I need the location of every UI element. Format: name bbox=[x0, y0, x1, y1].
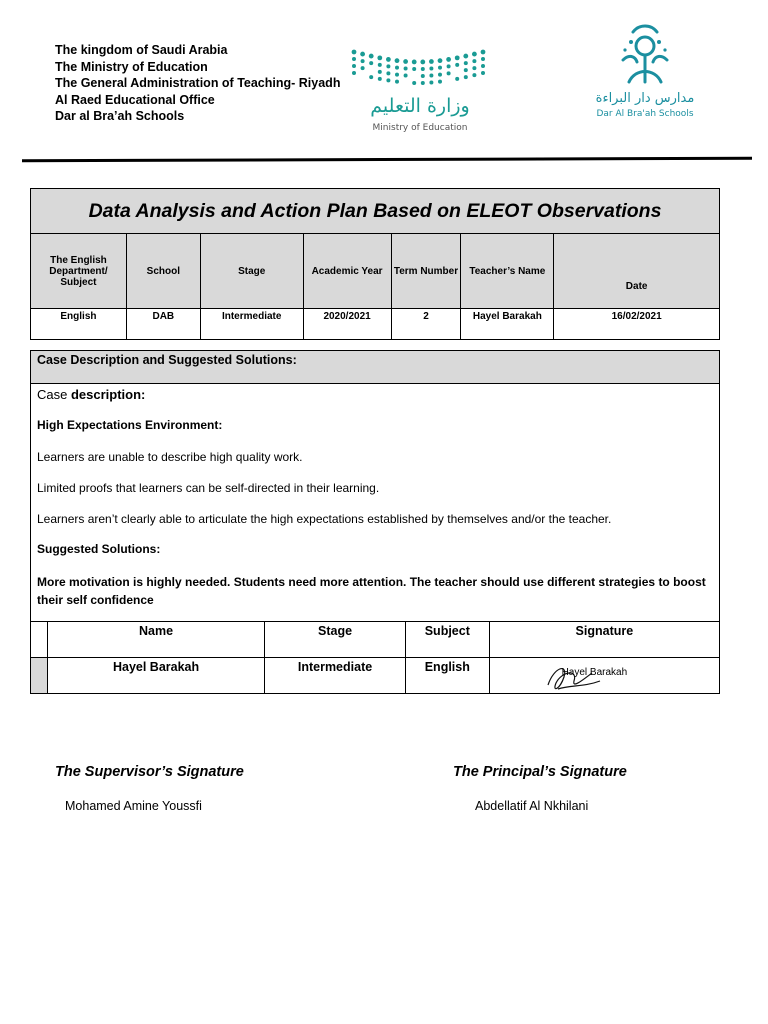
principal-signature-label: The Principal’s Signature bbox=[453, 764, 627, 780]
case-point: Learners are unable to describe high quality work. bbox=[37, 450, 303, 464]
sign-header-name: Name bbox=[47, 622, 264, 658]
logo-dot bbox=[429, 59, 434, 64]
row-gutter bbox=[31, 658, 48, 694]
sign-value-name: Hayel Barakah bbox=[47, 658, 264, 694]
logo-dot bbox=[412, 60, 417, 65]
header-divider bbox=[22, 157, 752, 163]
logo-dot bbox=[421, 74, 425, 78]
logo-dot bbox=[395, 73, 399, 77]
logo-dot bbox=[386, 57, 391, 62]
value-date: 16/02/2021 bbox=[554, 309, 720, 340]
logo-dot bbox=[378, 63, 382, 67]
logo-dot bbox=[420, 60, 425, 65]
logo-dot bbox=[378, 70, 382, 74]
case-description-label bbox=[37, 387, 713, 402]
header-line: The Ministry of Education bbox=[55, 59, 208, 74]
case-desc-word: description: bbox=[70, 387, 146, 402]
logo-dot bbox=[455, 77, 459, 81]
value-school: DAB bbox=[126, 309, 200, 340]
logo-dot bbox=[404, 67, 408, 71]
logo-dot bbox=[395, 80, 399, 84]
signature-table bbox=[30, 621, 720, 694]
logo-dot bbox=[447, 64, 451, 68]
logo-dot bbox=[472, 73, 476, 77]
school-logo-arabic: مدارس دار البراءة bbox=[595, 91, 695, 106]
logo-dot bbox=[438, 80, 442, 84]
value-subject: English bbox=[31, 309, 127, 340]
row-gutter bbox=[31, 622, 48, 658]
logo-dot bbox=[472, 59, 476, 63]
plan-title: Data Analysis and Action Plan Based on ELEOT Observations bbox=[31, 189, 720, 234]
value-term-number: 2 bbox=[391, 309, 461, 340]
logo-dot bbox=[412, 81, 416, 85]
header-subject: The English Department/ Subject bbox=[31, 234, 127, 309]
header-academic-year: Academic Year bbox=[303, 234, 391, 309]
logo-dot bbox=[403, 59, 408, 64]
header-address bbox=[55, 42, 340, 125]
supervisor-name: Mohamed Amine Youssfi bbox=[65, 799, 202, 813]
logo-dot bbox=[352, 57, 356, 61]
header-school: School bbox=[126, 234, 200, 309]
case-prefix: Case bbox=[37, 387, 71, 402]
logo-dot bbox=[378, 77, 382, 81]
header-stage: Stage bbox=[200, 234, 303, 309]
logo-dot bbox=[361, 59, 365, 63]
header-line: Al Raed Educational Office bbox=[55, 92, 215, 107]
header-teacher-name: Teacher’s Name bbox=[461, 234, 554, 309]
logo-dot bbox=[481, 71, 485, 75]
moe-logo-english: Ministry of Education bbox=[372, 123, 468, 133]
solutions-text: More motivation is highly needed. Students need more attention. The teacher should use different strategies to boost their self confidence bbox=[37, 575, 706, 607]
logo-dot bbox=[472, 52, 477, 57]
logo-dot bbox=[421, 81, 425, 85]
logo-dot bbox=[421, 67, 425, 71]
logo-dot bbox=[369, 61, 373, 65]
sign-value-signature bbox=[489, 658, 719, 694]
value-stage: Intermediate bbox=[200, 309, 303, 340]
logo-dot bbox=[360, 52, 365, 57]
logo-dot bbox=[404, 74, 408, 78]
header-line: The kingdom of Saudi Arabia bbox=[55, 43, 228, 57]
logo-dot bbox=[447, 71, 451, 75]
logo-dot bbox=[369, 75, 373, 79]
logo-dot bbox=[361, 66, 365, 70]
principal-name: Abdellatif Al Nkhilani bbox=[475, 799, 589, 813]
header-term-number: Term Number bbox=[391, 234, 461, 309]
logo-dot bbox=[463, 54, 468, 59]
logo-dot bbox=[481, 57, 485, 61]
logo-dot bbox=[386, 78, 390, 82]
logo-dot bbox=[446, 57, 451, 62]
logo-dot bbox=[472, 66, 476, 70]
case-description-box bbox=[30, 350, 720, 622]
logo-dot bbox=[412, 67, 416, 71]
logo-dot bbox=[464, 61, 468, 65]
value-teacher-name: Hayel Barakah bbox=[461, 309, 554, 340]
signature-name: Hayel Barakah bbox=[561, 667, 628, 678]
supervisor-signature-label: The Supervisor’s Signature bbox=[55, 764, 244, 780]
moe-logo-arabic: وزارة التعليم bbox=[370, 95, 470, 117]
header-date: Date bbox=[554, 234, 720, 309]
case-section-title: Case Description and Suggested Solutions: bbox=[31, 351, 719, 384]
logo-dot bbox=[386, 71, 390, 75]
logo-dot bbox=[455, 55, 460, 60]
logo-dot bbox=[429, 74, 433, 78]
logo-dot bbox=[438, 66, 442, 70]
sign-header-subject: Subject bbox=[405, 622, 489, 658]
logo-dot bbox=[352, 50, 357, 55]
logo-dot bbox=[386, 64, 390, 68]
solutions-heading: Suggested Solutions: bbox=[37, 542, 161, 556]
header-line: The General Administration of Teaching- Riyadh bbox=[55, 76, 341, 90]
logo-dot bbox=[438, 73, 442, 77]
logo-dot bbox=[395, 58, 400, 63]
value-academic-year: 2020/2021 bbox=[303, 309, 391, 340]
header-line: Dar al Bra’ah Schools bbox=[55, 109, 185, 123]
sign-value-subject: English bbox=[405, 658, 489, 694]
logo-dot bbox=[481, 50, 486, 55]
env-heading: High Expectations Environment: bbox=[37, 418, 223, 432]
sign-value-stage: Intermediate bbox=[265, 658, 406, 694]
logo-dot bbox=[352, 71, 356, 75]
logo-dot bbox=[481, 64, 485, 68]
logo-dot bbox=[464, 75, 468, 79]
logo-dot bbox=[464, 68, 468, 72]
dar-al-braah-schools-logo bbox=[585, 20, 705, 122]
school-logo-english: Dar Al Bra'ah Schools bbox=[596, 109, 694, 119]
sign-header-stage: Stage bbox=[265, 622, 406, 658]
case-point: Limited proofs that learners can be self-directed in their learning. bbox=[37, 481, 380, 495]
logo-dot bbox=[377, 55, 382, 60]
logo-dot bbox=[429, 67, 433, 71]
plan-info-table bbox=[30, 188, 720, 340]
logo-dot bbox=[438, 58, 443, 63]
case-point: Learners aren’t clearly able to articulate the high expectations established by themselves and/or the teacher. bbox=[37, 512, 612, 526]
logo-dot bbox=[352, 64, 356, 68]
logo-dot bbox=[369, 54, 374, 59]
ministry-of-education-logo bbox=[348, 46, 490, 138]
sign-header-signature: Signature bbox=[489, 622, 719, 658]
logo-dot bbox=[455, 63, 459, 67]
logo-dot bbox=[395, 66, 399, 70]
logo-dot bbox=[429, 81, 433, 85]
